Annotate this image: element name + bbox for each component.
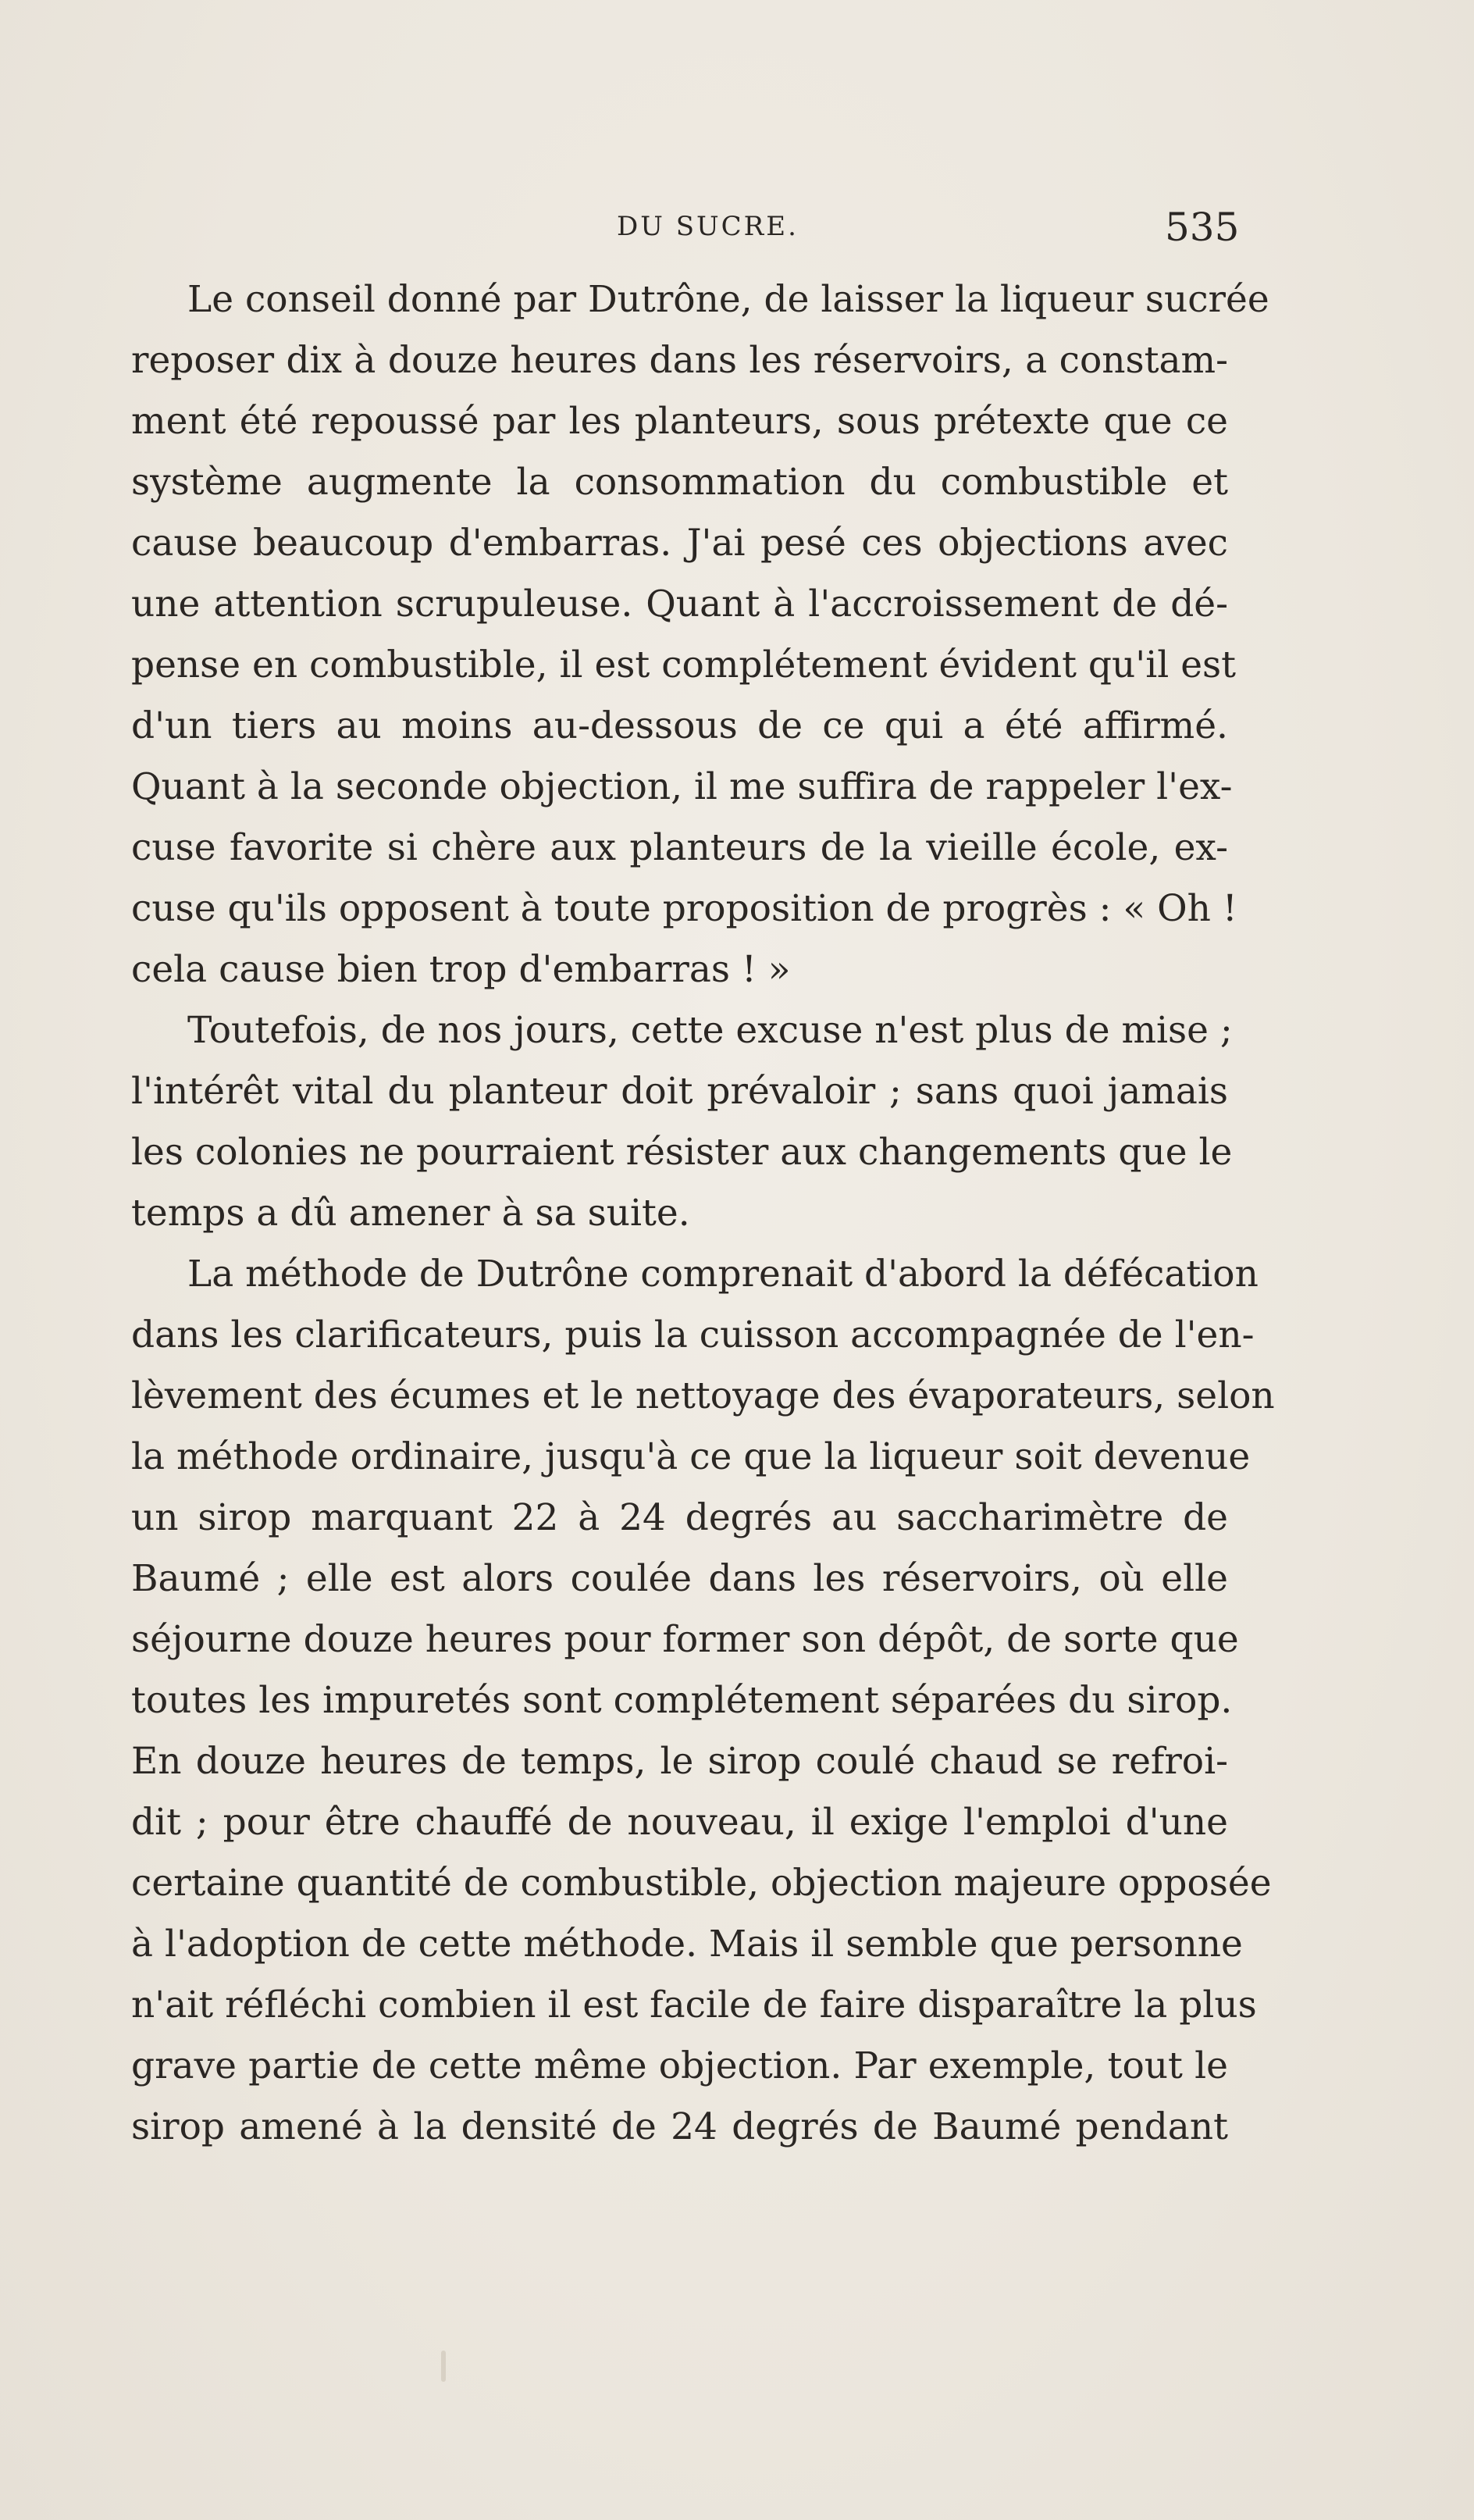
running-head <box>0 205 1474 259</box>
text-line: Baumé ; elle est alors coulée dans les réservoirs, où elle <box>131 1557 1228 1600</box>
text-line: pense en combustible, il est complétement évident qu'il est <box>131 643 1237 686</box>
text-line: à l'adoption de cette méthode. Mais il semble que personne <box>131 1923 1243 1966</box>
text-line: temps a dû amener à sa suite. <box>131 1192 690 1235</box>
text-line: certaine quantité de combustible, objection majeure opposée <box>131 1862 1272 1905</box>
text-line: reposer dix à douze heures dans les réservoirs, a constam- <box>131 339 1228 382</box>
text-line: Toutefois, de nos jours, cette excuse n'est plus de mise ; <box>187 1009 1233 1052</box>
page-number: 535 <box>1165 205 1240 250</box>
text-line: d'un tiers au moins au-dessous de ce qui a été affirmé. <box>131 704 1228 747</box>
text-line: Le conseil donné par Dutrône, de laisser la liqueur sucrée <box>187 278 1269 321</box>
body-text <box>131 269 1275 2158</box>
text-line: séjourne douze heures pour former son dépôt, de sorte que <box>131 1618 1239 1661</box>
text-line: cela cause bien trop d'embarras ! » <box>131 948 791 991</box>
paper-mark <box>441 2351 446 2382</box>
text-line: une attention scrupuleuse. Quant à l'accroissement de dé- <box>131 583 1228 626</box>
text-line: ment été repoussé par les planteurs, sous prétexte que ce <box>131 400 1228 443</box>
text-line: Quant à la seconde objection, il me suffira de rappeler l'ex- <box>131 765 1233 808</box>
text-line: dit ; pour être chauffé de nouveau, il exige l'emploi d'une <box>131 1801 1228 1844</box>
text-line: sirop amené à la densité de 24 degrés de Baumé pendant <box>131 2105 1228 2148</box>
text-line: n'ait réfléchi combien il est facile de faire disparaître la plus <box>131 1984 1257 2026</box>
text-line: un sirop marquant 22 à 24 degrés au saccharimètre de <box>131 1496 1228 1539</box>
text-line: la méthode ordinaire, jusqu'à ce que la liqueur soit devenue <box>131 1435 1251 1478</box>
text-line: La méthode de Dutrône comprenait d'abord la défécation <box>187 1253 1259 1296</box>
text-line: lèvement des écumes et le nettoyage des évaporateurs, selon <box>131 1374 1275 1417</box>
text-line: l'intérêt vital du planteur doit prévaloir ; sans quoi jamais <box>131 1070 1228 1113</box>
text-line: dans les clarificateurs, puis la cuisson accompagnée de l'en- <box>131 1313 1255 1356</box>
text-line: cuse qu'ils opposent à toute proposition de progrès : « Oh ! <box>131 887 1237 930</box>
text-line: En douze heures de temps, le sirop coulé chaud se refroi- <box>131 1740 1228 1783</box>
text-line: grave partie de cette même objection. Par exemple, tout le <box>131 2044 1228 2087</box>
text-line: cause beaucoup d'embarras. J'ai pesé ces objections avec <box>131 522 1228 565</box>
text-line: toutes les impuretés sont complétement séparées du sirop. <box>131 1679 1233 1722</box>
text-line: cuse favorite si chère aux planteurs de la vieille école, ex- <box>131 826 1228 869</box>
text-line: système augmente la consommation du combustible et <box>131 461 1228 504</box>
running-head-title: DU SUCRE. <box>617 211 799 242</box>
text-line: les colonies ne pourraient résister aux changements que le <box>131 1131 1233 1174</box>
